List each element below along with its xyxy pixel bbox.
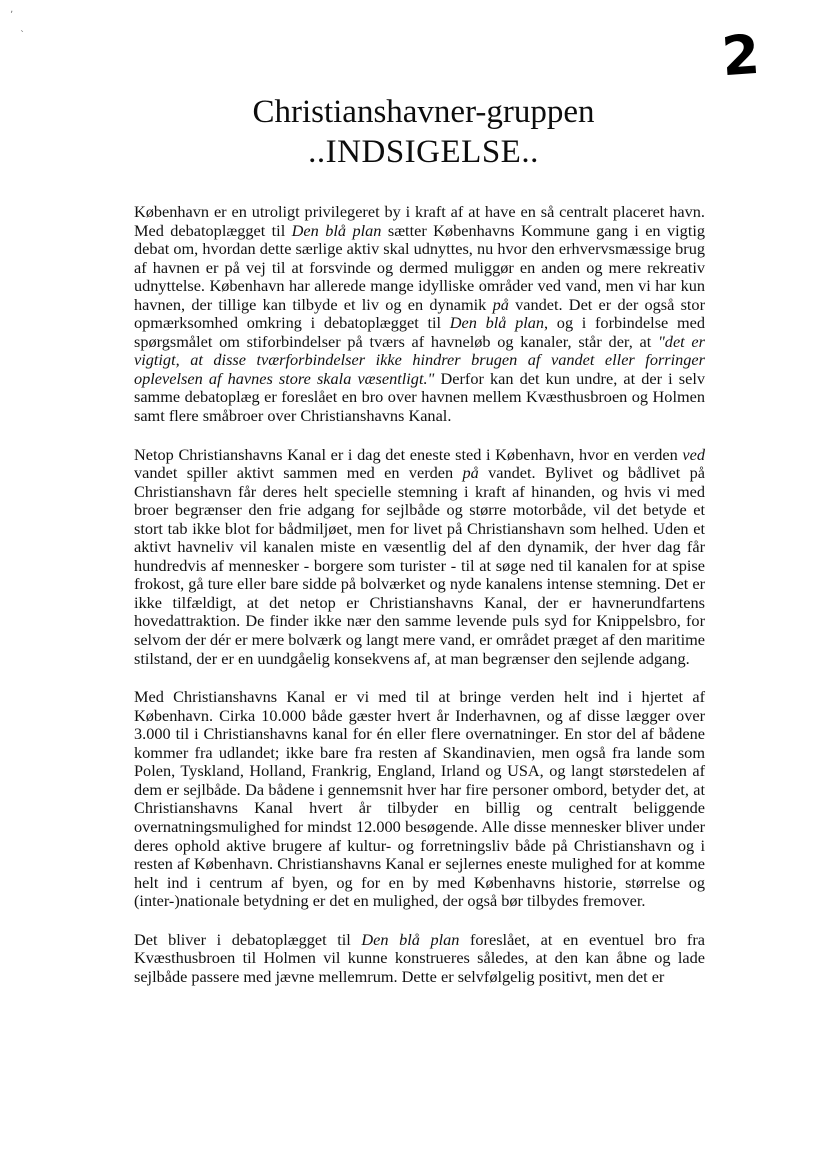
text-run: sætter Københavns Kommune gang i en vigtig debat om, hvordan dette særlige aktiv skal udnyttes, nu hvor den erhvervsmæssige brug af havnen er på vej til at forsvinde og dermed muliggør en anden og mere rekreativ udnyttelse. København har allerede mange idylliske områder ved vand, men vi har kun havnen, der tillige kan tilbyde et liv og en dynamik [134, 220, 706, 314]
italic-run: Den blå plan [361, 929, 460, 949]
paragraph-2 [134, 446, 705, 669]
text-run: vandet. Bylivet og bådlivet på Christianshavn får deres helt specielle stemning i kraft af hinanden, og hvis vi med broer begrænser den frie adgang for sejlbåde og større motorbåde, vil det betyde et stort tab ikke blot for bådmiljøet, men for livet på Christianshavn som helhed. Uden et aktivt havneliv vil kanalen miste en væsentlig del af den dynamik, der hver dag får hundredvis af mennesker - borgere som turister - til at søge ned til kanalen for at spise frokost, gå ture eller bare sidde på bolværket og nyde kanalens intense stemning. Det er ikke tilfældigt, at det netop er Christianshavns Kanal, der er havnerundfartens hovedattraktion. De finder ikke nær den samme levende puls syd for Knippelsbro, for selvom der dér er mere bolværk og langt mere vand, er området præget af den maritime stilstand, der er en uundgåelig konsekvens af, at man begrænser den sejlende adgang. [134, 463, 705, 668]
scan-mark: ˋ [20, 30, 25, 41]
italic-run: ved [682, 444, 705, 464]
paragraph-4 [134, 931, 705, 987]
document-body [134, 203, 705, 1006]
title-line-2: ..INDSIGELSE.. [308, 134, 539, 170]
scan-mark: ʼ [10, 10, 14, 21]
text-run: vandet. Det er der også stor opmærksomhed omkring i debatoplægget til [134, 294, 705, 333]
text-run: Med Christianshavns Kanal er vi med til at bringe verden helt ind i hjertet af København. Cirka 10.000 både gæster hvert år Inderhavnen, og af disse lægger over 3.000 til i Christianshavns kanal for én eller flere overnatninger. En stor del af bådene kommer fra udlandet; ikke bare fra resten af Skandinavien, men også fra lande som Polen, Tyskland, Holland, Frankrig, England, Irland og USA, og langt størstedelen af dem er sejlbåde. Da bådene i gennemsnit hver har fire personer ombord, betyder det, at Christianshavns Kanal hvert år tilbyder en billig og centralt beliggende overnatningsmulighed for mindst 12.000 besøgende. Alle disse mennesker bliver under deres ophold aktive brugere af kultur- og forretningsliv både på Christianshavn og i resten af København. Christianshavns Kanal er sejlernes eneste mulighed for at komme helt ind i centrum af byen, og for en by med Københavns historie, størrelse og (inter-)nationale betydning er det en mulighed, der også bør tilbydes fremover. [134, 687, 705, 911]
text-run: Derfor kan det kun undre, at der i selv samme debatoplæg er foreslået en bro over havnen mellem Kvæsthusbroen og Holmen samt flere småbroer over Christianshavns Kanal. [134, 368, 705, 426]
title-line-1: Christianshavner-gruppen [252, 94, 595, 130]
text-run: Det bliver i debatoplægget til [134, 929, 362, 949]
document-title [0, 92, 827, 172]
italic-run: Den blå plan [449, 313, 545, 333]
page-number: 2 [719, 22, 762, 89]
italic-run: på [492, 294, 509, 314]
text-run: , og i forbindelse med spørgsmålet om stiforbindelser på tværs af havneløb og kanaler, står der, at [134, 313, 705, 351]
text-run: vandet spiller aktivt sammen med en verden [134, 463, 463, 483]
italic-run: Den blå plan [291, 220, 382, 240]
text-run: foreslået, at en eventuel bro fra Kvæsthusbroen til Holmen vil kunne konstrueres således, at den kan åbne og lade sejlbåde passere med jævne mellemrum. Dette er selvfølgelig positivt, men det er [134, 929, 706, 986]
text-run: København er en utroligt privilegeret by i kraft af at have en så centralt placeret havn. Med debatoplægget til [134, 202, 705, 240]
italic-run: på [462, 463, 479, 483]
text-run: Netop Christianshavns Kanal er i dag det eneste sted i København, hvor en verden [134, 444, 683, 464]
paragraph-1 [134, 203, 705, 426]
italic-run: "det er vigtigt, at disse tværforbindelser ikke hindrer brugen af vandet eller forringer oplevelsen af havnes store skala væsentligt." [134, 331, 705, 388]
paragraph-3 [134, 688, 705, 911]
